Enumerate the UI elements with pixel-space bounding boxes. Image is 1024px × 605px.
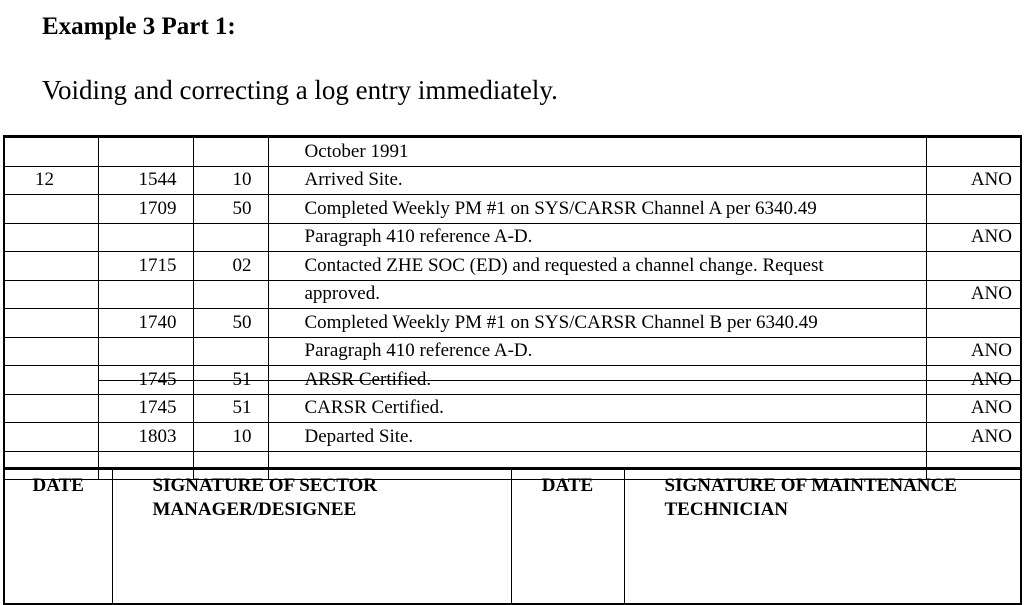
log-day-cell <box>4 137 98 167</box>
log-time-cell: 1745 <box>98 394 193 423</box>
log-code-cell <box>193 337 268 366</box>
log-row <box>4 252 1021 281</box>
log-day-cell <box>4 394 98 423</box>
log-code-cell: 50 <box>193 195 268 224</box>
log-time-cell: 1803 <box>98 423 193 452</box>
log-remarks-cell: Paragraph 410 reference A-D. <box>268 337 926 366</box>
log-time-cell: 1715 <box>98 252 193 281</box>
log-day-cell <box>4 366 98 395</box>
log-code-cell <box>193 137 268 167</box>
log-row <box>4 223 1021 252</box>
log-day-cell <box>4 195 98 224</box>
log-initials-cell <box>926 195 1021 224</box>
signature-block <box>3 467 1022 605</box>
log-remarks-cell: October 1991 <box>268 137 926 167</box>
log-initials-cell: ANO <box>926 423 1021 452</box>
log-code-cell: 51 <box>193 394 268 423</box>
page-subtitle: Voiding and correcting a log entry immediately. <box>42 75 558 105</box>
log-day-cell <box>4 252 98 281</box>
log-code-cell: 02 <box>193 252 268 281</box>
log-row-voided <box>4 366 1021 395</box>
log-code-cell: 51 <box>193 366 268 395</box>
log-initials-cell: ANO <box>926 166 1021 195</box>
log-row <box>4 309 1021 338</box>
log-remarks-cell: CARSR Certified. <box>268 394 926 423</box>
log-initials-cell <box>926 137 1021 167</box>
log-day-cell <box>4 337 98 366</box>
log-remarks-cell: ARSR Certified. <box>268 366 926 395</box>
log-remarks-cell: Departed Site. <box>268 423 926 452</box>
log-remarks-cell: Arrived Site. <box>268 166 926 195</box>
technician-label-line2: TECHNICIAN <box>664 499 789 520</box>
log-time-cell: 1709 <box>98 195 193 224</box>
log-table <box>3 135 1022 480</box>
technician-label-line1: SIGNATURE OF MAINTENANCE <box>664 475 957 496</box>
log-time-cell: 1544 <box>98 166 193 195</box>
date-label: DATE <box>32 475 84 496</box>
sector-date-cell[interactable] <box>4 469 112 605</box>
log-row <box>4 137 1021 167</box>
log-initials-cell <box>926 252 1021 281</box>
log-remarks-cell: Completed Weekly PM #1 on SYS/CARSR Channel A per 6340.49 <box>268 195 926 224</box>
log-row <box>4 166 1021 195</box>
technician-signature-cell[interactable] <box>624 469 1021 605</box>
log-time-cell: 1740 <box>98 309 193 338</box>
log-time-cell <box>98 137 193 167</box>
date-label: DATE <box>541 475 594 496</box>
log-day-cell <box>4 280 98 309</box>
log-day-cell <box>4 309 98 338</box>
log-initials-cell <box>926 309 1021 338</box>
log-time-cell <box>98 280 193 309</box>
log-row <box>4 280 1021 309</box>
log-code-cell: 10 <box>193 423 268 452</box>
log-remarks-cell: Paragraph 410 reference A-D. <box>268 223 926 252</box>
log-day-cell <box>4 223 98 252</box>
log-day-cell: 12 <box>4 166 98 195</box>
log-table-body <box>4 137 1021 480</box>
log-initials-cell: ANO <box>926 366 1021 395</box>
log-initials-cell: ANO <box>926 280 1021 309</box>
log-initials-cell: ANO <box>926 223 1021 252</box>
log-time-cell <box>98 223 193 252</box>
log-code-cell: 10 <box>193 166 268 195</box>
log-row <box>4 195 1021 224</box>
log-row <box>4 337 1021 366</box>
sector-manager-label-line1: SIGNATURE OF SECTOR <box>152 475 378 496</box>
log-row <box>4 423 1021 452</box>
sector-manager-label-line2: MANAGER/DESIGNEE <box>152 499 357 520</box>
log-day-cell <box>4 423 98 452</box>
log-time-cell <box>98 337 193 366</box>
log-code-cell <box>193 280 268 309</box>
log-time-cell: 1745 <box>98 366 193 395</box>
log-code-cell <box>193 223 268 252</box>
log-row <box>4 394 1021 423</box>
log-initials-cell: ANO <box>926 394 1021 423</box>
log-initials-cell: ANO <box>926 337 1021 366</box>
log-remarks-cell: Completed Weekly PM #1 on SYS/CARSR Channel B per 6340.49 <box>268 309 926 338</box>
log-code-cell: 50 <box>193 309 268 338</box>
technician-date-cell[interactable] <box>511 469 624 605</box>
log-remarks-cell: Contacted ZHE SOC (ED) and requested a channel change. Request <box>268 252 926 281</box>
sector-manager-signature-cell[interactable] <box>112 469 511 605</box>
page-heading: Example 3 Part 1: <box>42 13 236 40</box>
log-remarks-cell: approved. <box>268 280 926 309</box>
